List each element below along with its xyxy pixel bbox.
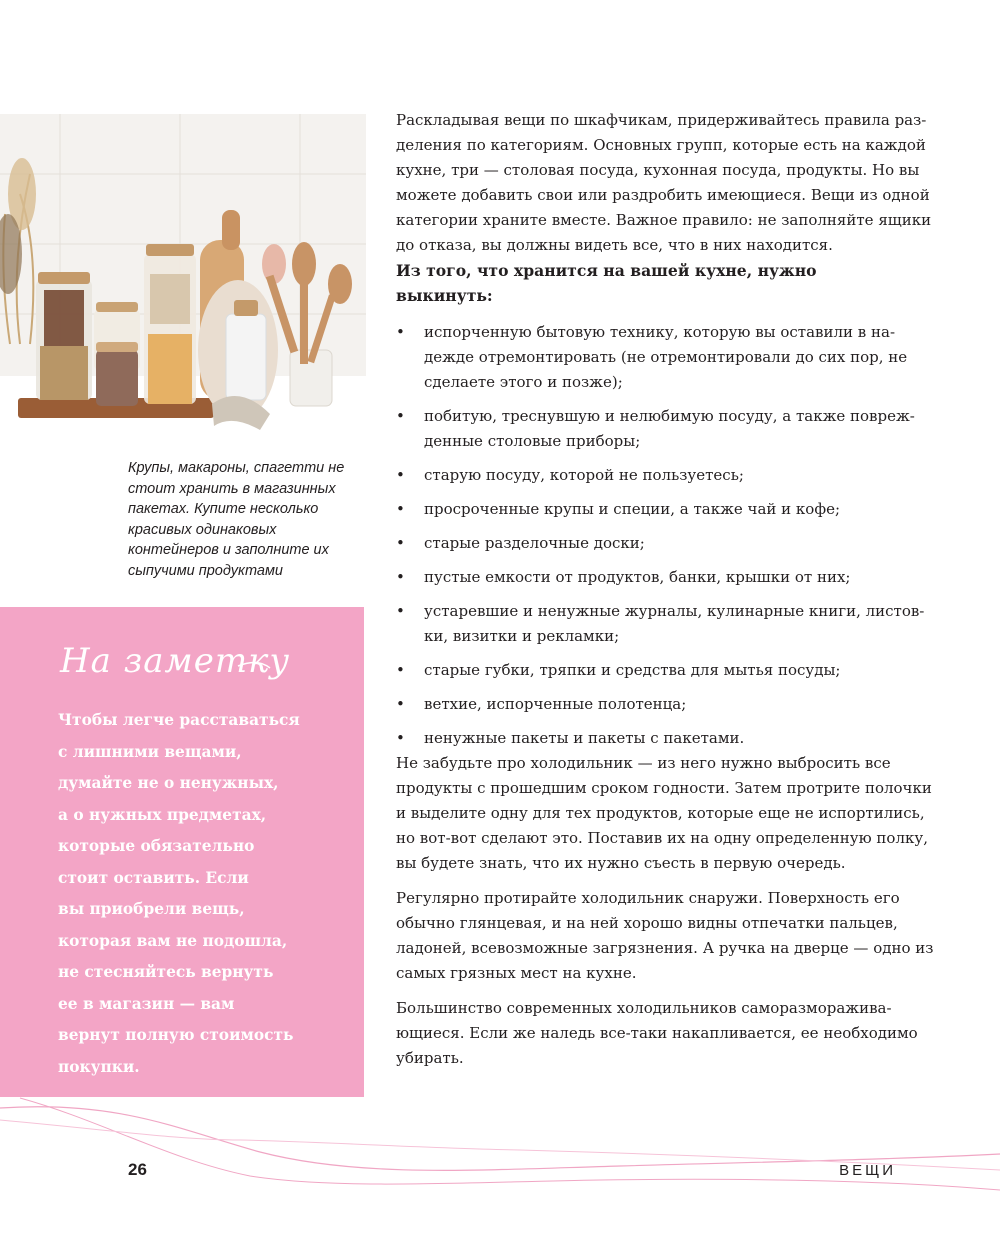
defrost-paragraph [396,996,918,1071]
list-item [396,565,906,590]
text-line: вы будете знать, что их нужно съесть в первую очередь. [396,854,846,872]
text-line: Не забудьте про холодильник — из него нужно выбросить все [396,754,891,772]
cleaning-paragraph [396,886,934,986]
list-item-line: • просроченные крупы и специи, а также чай и кофе; [424,500,841,518]
note-title [58,628,318,688]
list-item-line: сделаете этого и позже); [424,373,623,391]
note-line: ее в магазин — вам [58,994,235,1013]
note-line: стоит оставить. Если [58,868,249,887]
list-item [396,497,906,522]
text-line: деления по категориям. Основных групп, которые есть на каждой [396,136,926,154]
caption-line: сыпучими продуктами [128,562,283,579]
page-number: 26 [128,1160,147,1179]
list-item-line: • ветхие, испорченные полотенца; [424,695,687,713]
list-item-line: дежде отремонтировать (не отремонтировали до сих пор, не [424,348,908,366]
photo-caption [128,458,358,582]
text-line: и выделите одну для тех продуктов, которые еще не испортились, [396,804,925,822]
text-line: ющиеся. Если же наледь все-таки накапливается, ее необходимо [396,1024,918,1042]
caption-line: красивых одинаковых [128,521,277,538]
kitchen-jars-photo [0,114,366,436]
note-line: не стесняйтесь вернуть [58,963,274,981]
list-item [396,320,906,395]
caption-line: пакетах. Купите несколько [128,501,319,518]
caption-line: контейнеров и заполните их [128,542,329,559]
list-item-line: • побитую, треснувшую и нелюбимую посуду, а также повреж- [424,407,915,425]
list-item-line: ки, визитки и рекламки; [424,627,620,645]
list-item-line: • испорченную бытовую технику, которую вы оставили в на- [424,323,896,341]
text-line: можете добавить свои или раздробить имеющиеся. Вещи из одной [396,186,930,204]
note-line: которая вам не подошла, [58,931,288,950]
list-item [396,599,925,649]
text-line: до отказа, вы должны видеть все, что в них находится. [396,236,833,254]
caption-line: Крупы, макароны, спагетти не [128,460,345,476]
text-line: Регулярно протирайте холодильник снаружи. Поверхность его [396,889,900,907]
list-item-line: • старые разделочные доски; [424,534,645,552]
intro-paragraph [396,108,932,258]
list-item [396,463,906,488]
text-line: категории храните вместе. Важное правило: не заполняйте ящики [396,211,932,229]
main-text-column [396,108,934,1071]
list-item-line: • старые губки, тряпки и средства для мытья посуды; [424,661,841,679]
list-item-line: • ненужные пакеты и пакеты с пакетами. [424,729,745,747]
text-line: ладоней, всевозможные загрязнения. А ручка на дверце — одно из [396,939,934,957]
heading-line: Из того, что хранится на вашей кухне, нужно [396,261,817,280]
note-line: которые обязательно [58,837,255,855]
text-line: продукты с прошедшим сроком годности. Затем протрите полочки [396,779,932,797]
caption-line: стоит хранить в магазинных [128,480,336,497]
note-line: с лишними вещами, [58,742,242,761]
list-item [396,531,906,556]
text-line: но вот-вот сделают это. Поставив их на одну определенную полку, [396,829,928,847]
text-line: Большинство современных холодильников саморазморажива- [396,999,892,1017]
fridge-paragraph [396,751,932,876]
note-line: Чтобы легче расставаться [58,711,300,729]
list-item [396,692,906,717]
text-line: Раскладывая вещи по шкафчикам, придерживайтесь правила раз- [396,111,927,129]
note-line: покупки. [58,1057,140,1076]
list-item-line: • пустые емкости от продуктов, банки, крышки от них; [424,568,851,586]
text-line: убирать. [396,1049,464,1067]
note-text [58,705,298,1083]
list-item [396,726,906,751]
list-item [396,404,915,454]
text-line: кухне, три — столовая посуда, кухонная посуда, продукты. Но вы [396,161,920,179]
note-line: а о нужных предметах, [58,805,267,824]
note-title-text: На заметку [60,641,291,681]
text-line: самых грязных мест на кухне. [396,964,637,982]
list-item [396,658,906,683]
discard-list [396,320,925,751]
list-item-line: • старую посуду, которой не пользуетесь; [424,466,744,484]
list-heading [396,258,906,308]
note-line: думайте не о ненужных, [58,774,279,792]
note-line: вернут полную стоимость [58,1026,294,1044]
note-line: вы приобрели вещь, [58,900,245,918]
list-item-line: • устаревшие и ненужные журналы, кулинарные книги, листов- [424,602,925,620]
text-line: обычно глянцевая, и на ней хорошо видны отпечатки пальцев, [396,914,898,932]
list-item-line: денные столовые приборы; [424,432,641,450]
heading-line: выкинуть: [396,286,493,305]
section-name: ВЕЩИ [839,1162,896,1179]
